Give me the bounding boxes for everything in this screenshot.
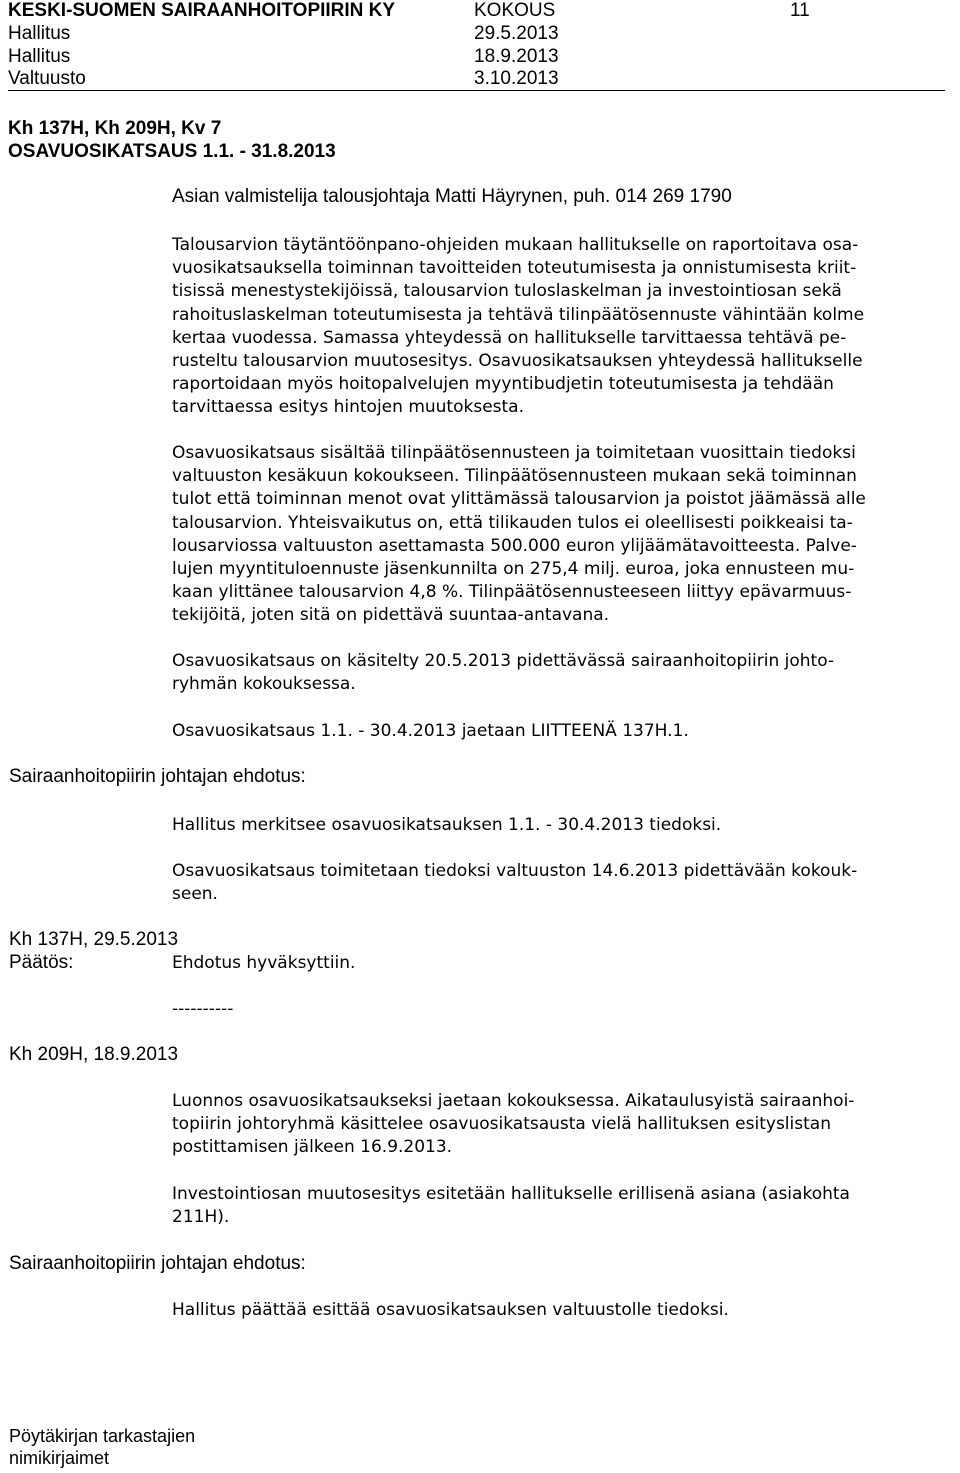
p1-line: rahoituslaskelman toteutumisesta ja tehtävä tilinpäätösennuste vähintään kolme <box>172 304 865 325</box>
header-body-1: Hallitus <box>8 23 71 44</box>
preparer-line: Asian valmistelija talousjohtaja Matti Häyrynen, puh. 014 269 1790 <box>172 186 732 207</box>
p6-line: seen. <box>172 884 218 905</box>
header-date-2: 18.9.2013 <box>474 46 559 67</box>
paragraph-6 <box>172 860 952 906</box>
footer-line-2: nimikirjaimet <box>9 1448 110 1468</box>
p1-line: vuosikatsauksella toiminnan tavoitteiden toteutumisesta ja onnistumisesta kriit- <box>172 258 857 279</box>
p2-line: lujen myyntituloennuste jäsenkunnilta on 275,4 milj. euroa, joka ennusteen mu- <box>172 559 855 580</box>
paragraph-5 <box>172 814 952 837</box>
paragraph-3 <box>172 650 952 696</box>
p2-line: kaan ylittänee talousarvion 4,8 %. Tilinpäätösennusteeseen liittyy epävarmuus- <box>172 582 852 603</box>
p9-line: Hallitus päättää esittää osavuosikatsauksen valtuustolle tiedoksi. <box>172 1300 729 1320</box>
header-date-3: 3.10.2013 <box>474 68 559 89</box>
p1-line: rusteltu talousarvion muutosesitys. Osavuosikatsauksen yhteydessä hallitukselle <box>172 351 863 372</box>
p1-line: raportoidaan myös hoitopalvelujen myyntibudjetin toteutumisesta ja tehdään <box>172 374 834 395</box>
p2-line: lousarviossa valtuuston asettamasta 500.000 euron ylijäämätavoitteesta. Palve- <box>172 535 857 556</box>
paragraph-4 <box>172 720 952 743</box>
paragraph-7 <box>172 1090 952 1160</box>
p3-line: ryhmän kokouksessa. <box>172 674 356 695</box>
p6-line: Osavuosikatsaus toimitetaan tiedoksi valtuuston 14.6.2013 pidettävään kokouk- <box>172 861 858 881</box>
p2-line: valtuuston kesäkuun kokoukseen. Tilinpäätösennusteen mukaan sekä toiminnan <box>172 466 857 487</box>
footer-line-1: Pöytäkirjan tarkastajien <box>9 1426 196 1446</box>
decision-label: Päätös: <box>9 952 74 973</box>
header-body-3: Valtuusto <box>8 68 86 89</box>
p5-line: Hallitus merkitsee osavuosikatsauksen 1.1. - 30.4.2013 tiedoksi. <box>172 815 722 835</box>
p8-line: 211H). <box>172 1207 230 1228</box>
p2-line: talousarvion. Yhteisvaikutus on, että tilikauden tulos ei oleellisesti poikkeaisi ta- <box>172 512 853 533</box>
separator: ---------- <box>172 999 234 1019</box>
p1-line: tarvittaessa esitys hintojen muutoksesta. <box>172 397 525 418</box>
organization-name: KESKI-SUOMEN SAIRAANHOITOPIIRIN KY <box>8 0 396 21</box>
p1-line: tisissä menestystekijöissä, talousarvion tuloslaskelman ja investointiosan sekä <box>172 281 842 302</box>
p7-line: topiirin johtoryhmä käsittelee osavuosikatsausta vielä hallituksen esityslistan <box>172 1114 831 1135</box>
paragraph-1 <box>172 234 952 420</box>
header-date-1: 29.5.2013 <box>474 23 559 44</box>
proposal-label-1: Sairaanhoitopiirin johtajan ehdotus: <box>9 766 306 787</box>
paragraph-8 <box>172 1183 952 1229</box>
p7-line: Luonnos osavuosikatsaukseksi jaetaan kokouksessa. Aikataulusyistä sairaanhoi- <box>172 1091 855 1111</box>
header-body-2: Hallitus <box>8 46 71 67</box>
p4-line: Osavuosikatsaus 1.1. - 30.4.2013 jaetaan LIITTEENÄ 137H.1. <box>172 721 689 741</box>
meeting-1-label: Kh 137H, 29.5.2013 <box>9 929 179 950</box>
p1-line: kertaa vuodessa. Samassa yhteydessä on hallitukselle tarvittaessa tehtävä pe- <box>172 327 847 348</box>
p3-line: Osavuosikatsaus on käsitelty 20.5.2013 pidettävässä sairaanhoitopiirin johto- <box>172 651 835 671</box>
p1-line: Talousarvion täytäntöönpano-ohjeiden mukaan hallitukselle on raportoitava osa- <box>172 235 859 255</box>
decision-text: Ehdotus hyväksyttiin. <box>172 953 356 973</box>
proposal-label-2: Sairaanhoitopiirin johtajan ehdotus: <box>9 1253 306 1274</box>
page-number: 11 <box>790 0 810 21</box>
p7-line: postittamisen jälkeen 16.9.2013. <box>172 1137 453 1158</box>
paragraph-2 <box>172 442 952 628</box>
p8-line: Investointiosan muutosesitys esitetään hallitukselle erillisenä asiana (asiakohta <box>172 1184 850 1204</box>
p2-line: tulot että toiminnan menot ovat ylittämässä talousarvion ja poistot jäämässä alle <box>172 489 866 510</box>
meeting-2-label: Kh 209H, 18.9.2013 <box>9 1044 179 1065</box>
meeting-label: KOKOUS <box>474 0 556 21</box>
p2-line: tekijöitä, joten sitä on pidettävä suuntaa-antavana. <box>172 605 610 626</box>
header-rule <box>8 90 945 91</box>
paragraph-9 <box>172 1299 952 1322</box>
case-title: OSAVUOSIKATSAUS 1.1. - 31.8.2013 <box>8 141 336 162</box>
p2-line: Osavuosikatsaus sisältää tilinpäätösennusteen ja toimitetaan vuosittain tiedoksi <box>172 443 856 463</box>
case-reference: Kh 137H, Kh 209H, Kv 7 <box>8 118 222 139</box>
